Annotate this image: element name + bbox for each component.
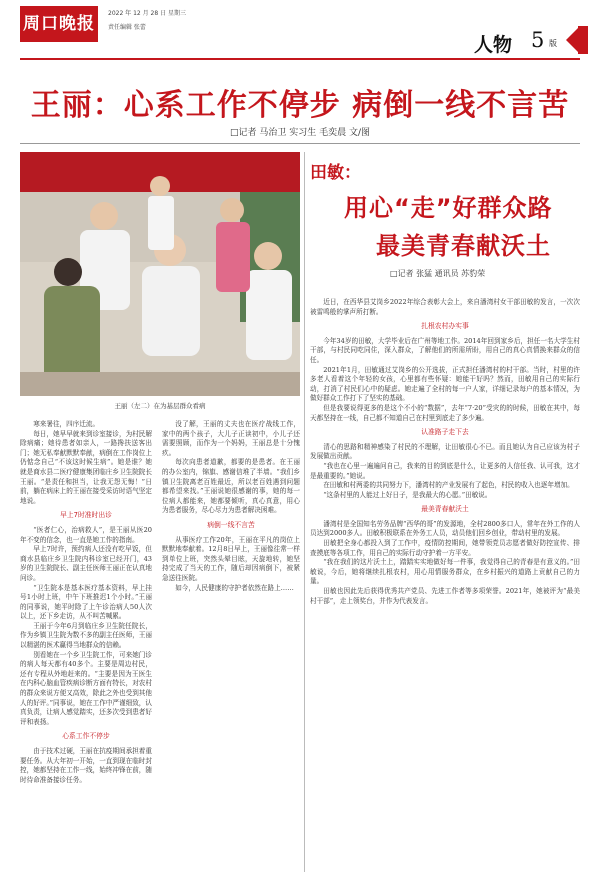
subheading: 心系工作不停步 (62, 732, 110, 741)
paragraph: 没了解，王丽的丈夫也在医疗战线工作，家中的两个孩子，大儿子正读初中，小儿子还需要照顾，而作为一个妈妈，王丽总是十分愧疚。 (162, 420, 300, 457)
paragraph: 在田敏和村两委的共同努力下，潘湾村的产业发展有了起色，村民的收入也逐年增加。 (323, 481, 574, 490)
feature-title-line-1: 用心“走”好群众路 (344, 194, 553, 222)
lead-column-1 (20, 420, 152, 785)
lead-photo (20, 152, 300, 396)
subheading: 扎根农村办实事 (421, 322, 469, 331)
paragraph: 近日，在西华县艾岗乡2022年综合表彰大会上，来自潘湾村女干部田敏的发言，一次次被雷鸣般的掌声所打断。 (310, 298, 580, 316)
paragraph: “这条村里的人能过上好日子，是我最大的心愿。”田敏说。 (323, 490, 492, 499)
paragraph: 田敏也因此先后获得优秀共产党员、先进工作者等多项荣誉。2021年，她被评为“最美村干部”，走上领奖台，并作为代表发言。 (310, 587, 580, 605)
paragraph: 2021年1月，田敏通过艾岗乡的公开选拔，正式担任潘湾村的村干部。当时，村里的许多老人看着这个年轻的女孩，心里都有些怀疑：她能干好吗？然而，田敏用自己的实际行动，打消了村民们心中的疑虑。她走遍了全村的每一户人家，详细记录每户的基本情况，为做好群众工作打下了坚实的基础。 (310, 365, 580, 403)
column-divider (304, 152, 305, 872)
paragraph: 田敏把全身心都投入到了工作中，疫情防控期间，她带领党员志愿者做好防控宣传、排查摸底等各项工作，用自己的实际行动守护着一方平安。 (310, 539, 580, 557)
masthead-rule (20, 58, 580, 60)
paragraph: “医者仁心，治病救人”，是王丽从医20年不变的信念，也一直是她工作的指南。 (20, 525, 152, 544)
paragraph: 如今，人民健康的守护者依然在路上…… (175, 583, 294, 592)
lead-headline: 王丽：心系工作不停步 病倒一线不言苦 (30, 88, 570, 123)
paragraph: 清心的思路和精神感染了村民的不理解，让田敏很心不已。而且她认为自己应该为村子发展做出贡献。 (310, 442, 580, 461)
paragraph: 早上7时许，预约病人还没有吃早饭，但商水县临庄乡卫生院内科诊室已经开门，43岁的卫生院院长、副主任医师王丽正在认真地问诊。 (20, 545, 152, 582)
feature-body (310, 298, 580, 606)
page-suffix: 版 (549, 39, 557, 48)
photo-caption: 王丽（左二）在为基层群众看病 (114, 402, 206, 410)
paragraph: “我在我们的这片沃土上，踏踏实实地做好每一件事，我觉得自己的青春是有意义的。”田敏说，今后，她将继续扎根农村，用心用情服务群众，在乡村振兴的道路上贡献自己的力量。 (310, 558, 580, 586)
section-name: 人物 (474, 34, 513, 56)
headline-rule (20, 143, 580, 144)
subheading: 最美青春献沃土 (421, 505, 469, 514)
issue-date: 2022 年 12 月 28 日 星期三 (108, 10, 186, 17)
section-arrow-tail (578, 26, 588, 54)
lead-byline: □记者 马治卫 实习生 毛奕晨 文/图 (230, 128, 370, 138)
subheading: 病倒一线不言苦 (207, 520, 255, 529)
page-number: 5 (531, 28, 545, 52)
paragraph: 但是我要说得更多的是这个不小的“数据”，去年“7·20”受灾的的时候，田敏在其中，每天都坚持在一线，自己都不知道自己在村里到底走了多少遍。 (310, 403, 580, 422)
newspaper-logo: 周口晚报 (20, 6, 98, 42)
lead-column-2 (162, 420, 300, 593)
editor-credit: 责任编辑 张蕾 (108, 24, 146, 31)
paragraph: 寒来暑往，四序迁流。 (33, 420, 100, 428)
masthead (0, 0, 600, 60)
subheading: 认准路子走下去 (421, 428, 469, 437)
feature-byline: □记者 张猛 通讯员 苏豹荣 (390, 269, 486, 278)
paragraph: 每次向患者道歉，都要的是患者。在王丽的办公室内，锦旗、感谢信堆了半墙。“我们乡镇卫生院离老百姓最近，所以老百姓遇到问题都希望来找。”王丽说她很感谢的事，她的每一位病人都能来，她都要倾听，真心真意，用心为患者服务，尽心尽力为患者解决困难。 (162, 458, 300, 515)
paragraph: 王丽于今年6月到临庄乡卫生院任院长，作为乡镇卫生院为数不多的副主任医师，王丽以精湛的医术赢得当地群众的信赖。 (20, 621, 152, 650)
clinic-photo-illustration (20, 152, 300, 396)
paragraph: 由于技术过硬，王丽在抗疫期间承担着重要任务。从大年初一开始，一直到现在临时封控，她都坚持在工作一线，始终冲锋在前，随时待命准备接诊任务。 (20, 747, 152, 784)
paragraph: 从事医疗工作20年，王丽在平凡的岗位上默默地奉献着。12月8日早上，王丽像往常一样到单位上班，突然头晕目眩，天旋地转，她坚持完成了当天的工作，随后却因病倒下，被紧急送往医院。 (162, 535, 300, 582)
paragraph: 今年34岁的田敏，大学毕业后在广州等地工作。2014年回到家乡后，担任一名大学生村干部，与村民同吃同住，深入群众，了解他们的所需所盼，用自己的真心真情换来群众的信任。 (310, 336, 580, 364)
paragraph: 别看她在一个乡卫生院工作，可来她门诊的病人每天都有40多个。主要是周边村民，还有专程从外地赶来的。“主要是因为王医生在内科心脑血管疾病诊断方面有特长，对农村的群众来说方便又高效，除此之外也受到其他人的好评。”同事说，她在工作中严谨细致，认真负责，让病人感觉踏实，还多次受到患者好评和表扬。 (20, 650, 152, 726)
subheading: 早上7时准时出诊 (60, 511, 112, 520)
feature-title-line-2: 最美青春献沃土 (376, 232, 551, 260)
paragraph: “我也在心里一遍遍问自己，我来的目的到底是什么，让更多的人信任我、认可我，这才是最重要的。”她说。 (310, 461, 580, 480)
feature-kicker: 田敏： (310, 163, 361, 183)
paragraph: 每日，她早早就来到诊室接诊，为村民解除病痛；她待患者如亲人，一路搀扶送客出门；她无私奉献默默奉献，病倒在工作岗位上仍惦念自己“不该这时候生病”。她是谁？她就是商水县二医疗健康集团临庄乡卫生院院长王丽。“是责任和担当，让我无怨无悔！”日前，躺在病床上的王丽在接受采访时语气坚定地说。 (20, 429, 152, 505)
paragraph: 潘湾村是全国知名劳务品牌“西华的哥”的发源地，全村2800多口人，常年在外工作的人员达到2000多人。田敏积极联系在外务工人员，动员他们回乡创业，带动村里的发展。 (310, 519, 580, 538)
paragraph: “卫生院本是基本医疗基本资料，早上挂号1小时上班，中午下班推迟1个小时。”王丽的同事说，她平时除了上午诊治病人50人次以上，还下乡走访，从不叫苦喊累。 (20, 583, 152, 621)
